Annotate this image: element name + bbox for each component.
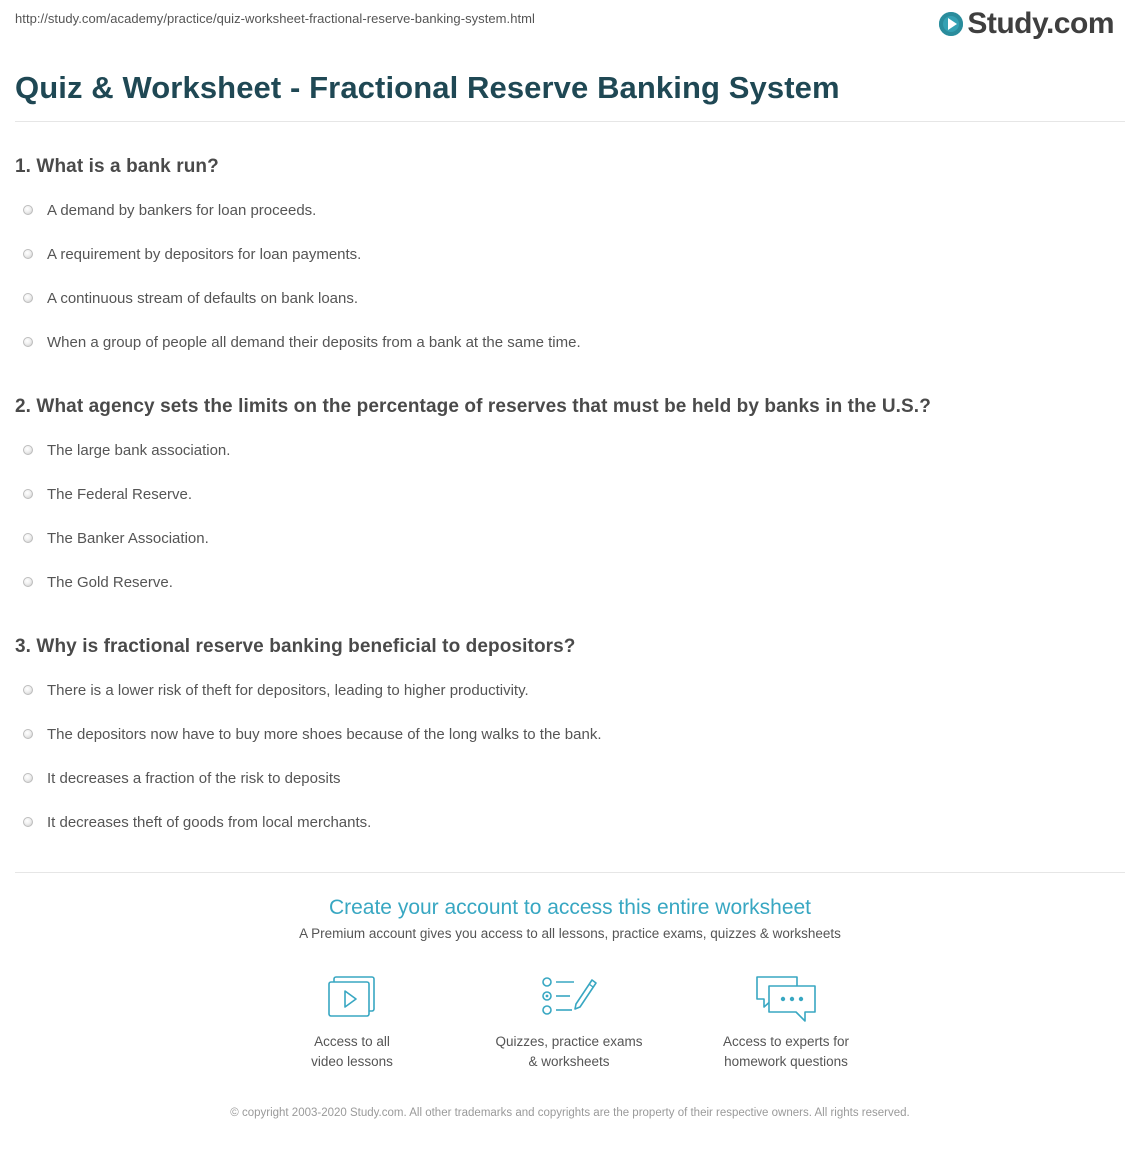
question-3-option-3[interactable] bbox=[23, 767, 340, 789]
question-3-option-4[interactable] bbox=[23, 811, 371, 833]
question-1-option-2[interactable] bbox=[23, 243, 361, 265]
feature-label-line: Access to all bbox=[314, 1034, 390, 1049]
question-2-option-3[interactable] bbox=[23, 527, 209, 549]
option-label: The Banker Association. bbox=[47, 529, 209, 547]
option-label: The Gold Reserve. bbox=[47, 573, 173, 591]
feature-label bbox=[686, 1032, 886, 1072]
logo-text: Study.com bbox=[967, 7, 1114, 40]
option-label: It decreases a fraction of the risk to deposits bbox=[47, 769, 341, 787]
option-label: A requirement by depositors for loan payments. bbox=[47, 245, 362, 263]
feature-label bbox=[469, 1032, 669, 1072]
cta-subtitle: A Premium account gives you access to all lessons, practice exams, quizzes & worksheets bbox=[299, 926, 841, 941]
feature-label-line: Quizzes, practice exams bbox=[495, 1034, 643, 1049]
feature-label-line: video lessons bbox=[311, 1054, 393, 1069]
radio-button[interactable] bbox=[23, 533, 33, 543]
feature-label bbox=[252, 1032, 452, 1072]
radio-button[interactable] bbox=[23, 293, 33, 303]
question-2-option-1[interactable] bbox=[23, 439, 230, 461]
page-title: Quiz & Worksheet - Fractional Reserve Banking System bbox=[15, 70, 840, 105]
radio-button[interactable] bbox=[23, 685, 33, 695]
radio-button[interactable] bbox=[23, 577, 33, 587]
option-label: There is a lower risk of theft for depositors, leading to higher productivity. bbox=[47, 681, 529, 699]
radio-button[interactable] bbox=[23, 205, 33, 215]
question-1-option-1[interactable] bbox=[23, 199, 316, 221]
option-label: A demand by bankers for loan proceeds. bbox=[47, 201, 317, 219]
option-label: A continuous stream of defaults on bank loans. bbox=[47, 289, 359, 307]
feature-experts bbox=[686, 974, 886, 1072]
option-label: The large bank association. bbox=[47, 441, 231, 459]
video-lessons-icon bbox=[326, 974, 378, 1020]
title-divider bbox=[15, 121, 1125, 122]
question-3-option-1[interactable] bbox=[23, 679, 529, 701]
option-label: It decreases theft of goods from local merchants. bbox=[47, 813, 372, 831]
copyright-footer: © copyright 2003-2020 Study.com. All other trademarks and copyrights are the property of their respective owners. All rights reserved. bbox=[230, 1107, 910, 1119]
feature-video-lessons bbox=[252, 974, 452, 1072]
page-url: http://study.com/academy/practice/quiz-worksheet-fractional-reserve-banking-system.html bbox=[15, 11, 535, 26]
question-2-option-2[interactable] bbox=[23, 483, 192, 505]
radio-button[interactable] bbox=[23, 489, 33, 499]
question-3-option-2[interactable] bbox=[23, 723, 602, 745]
option-label: When a group of people all demand their deposits from a bank at the same time. bbox=[47, 333, 581, 351]
question-1-option-3[interactable] bbox=[23, 287, 358, 309]
feature-quizzes bbox=[469, 974, 669, 1072]
question-3: 3. Why is fractional reserve banking beneficial to depositors? bbox=[15, 636, 576, 657]
option-label: The depositors now have to buy more shoes because of the long walks to the bank. bbox=[47, 725, 602, 743]
radio-button[interactable] bbox=[23, 337, 33, 347]
quiz-checklist-icon bbox=[540, 974, 598, 1020]
chat-bubbles-icon bbox=[753, 974, 819, 1026]
radio-button[interactable] bbox=[23, 249, 33, 259]
question-1: 1. What is a bank run? bbox=[15, 156, 219, 177]
radio-button[interactable] bbox=[23, 773, 33, 783]
radio-button[interactable] bbox=[23, 817, 33, 827]
radio-button[interactable] bbox=[23, 729, 33, 739]
cta-divider bbox=[15, 872, 1125, 873]
option-label: The Federal Reserve. bbox=[47, 485, 193, 503]
study-logo[interactable] bbox=[939, 6, 1114, 42]
radio-button[interactable] bbox=[23, 445, 33, 455]
feature-label-line: & worksheets bbox=[528, 1054, 610, 1069]
create-account-link[interactable]: Create your account to access this entire worksheet bbox=[328, 896, 812, 919]
play-logo-icon bbox=[939, 12, 963, 36]
question-2-option-4[interactable] bbox=[23, 571, 173, 593]
feature-label-line: homework questions bbox=[724, 1054, 848, 1069]
question-1-option-4[interactable] bbox=[23, 331, 581, 353]
question-2: 2. What agency sets the limits on the percentage of reserves that must be held by banks in the U.S.? bbox=[15, 396, 931, 417]
feature-label-line: Access to experts for bbox=[722, 1034, 850, 1049]
